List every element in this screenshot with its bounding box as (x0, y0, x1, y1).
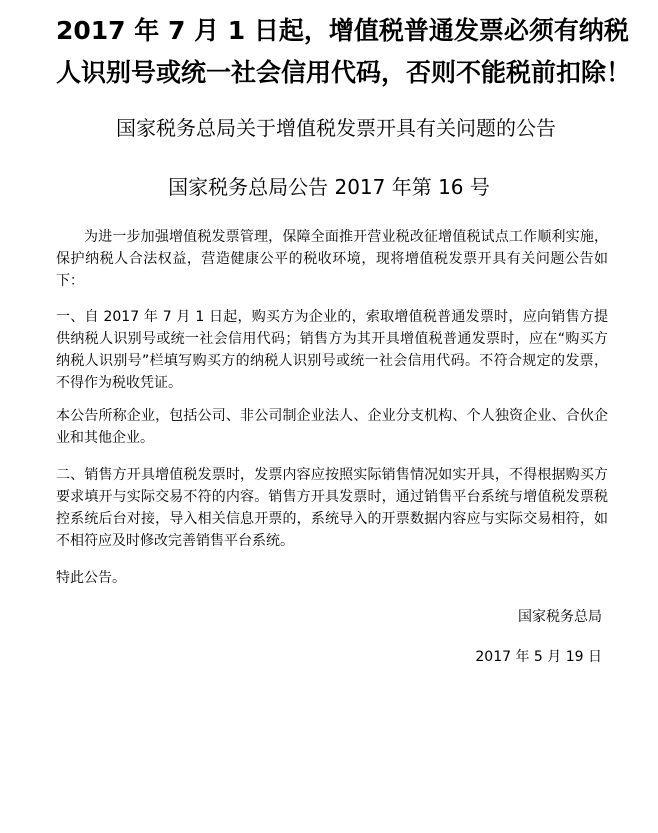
item-one-paragraph: 一、自 2017 年 7 月 1 日起，购买方为企业的，索取增值税普通发票时，应向销售方提供纳税人识别号或统一社会信用代码；销售方为其开具增值税普通发票时，应在“购买方纳税人识别号”栏填写购买方的纳税人识别号或统一社会信用代码。不符合规定的发票，不得作为税收凭证。 (56, 309, 608, 391)
closing-paragraph: 特此公告。 (56, 570, 126, 586)
intro-paragraph: 为进一步加强增值税发票管理，保障全面推开营业税改征增值税试点工作顺利实施，保护纳税人合法权益，营造健康公平的税收环境，现将增值税发票开具有关问题公告如下： (56, 229, 608, 289)
scope-paragraph: 本公告所称企业，包括公司、非公司制企业法人、企业分支机构、个人独资企业、合伙企业和其他企业。 (56, 408, 608, 446)
item-two-paragraph: 二、销售方开具增值税发票时，发票内容应按照实际销售情况如实开具，不得根据购买方要求填开与实际交易不符的内容。销售方开具发票时，通过销售平台系统与增值税发票税控系统后台对接，导入相关信息开票的，系统导入的开票数据内容应与实际交易相符，如不相符应及时修改完善销售平台系统。 (56, 467, 608, 549)
signing-agency: 国家税务总局 (518, 609, 602, 625)
issue-date: 2017 年 5 月 19 日 (475, 649, 602, 665)
headline: 2017 年 7 月 1 日起，增值税普通发票必须有纳税人识别号或统一社会信用代码，否则不能税前扣除！ (56, 16, 632, 87)
announcement-title: 国家税务总局关于增值税发票开具有关问题的公告 (116, 116, 556, 140)
announcement-number: 国家税务总局公告 2017 年第 16 号 (168, 175, 490, 199)
